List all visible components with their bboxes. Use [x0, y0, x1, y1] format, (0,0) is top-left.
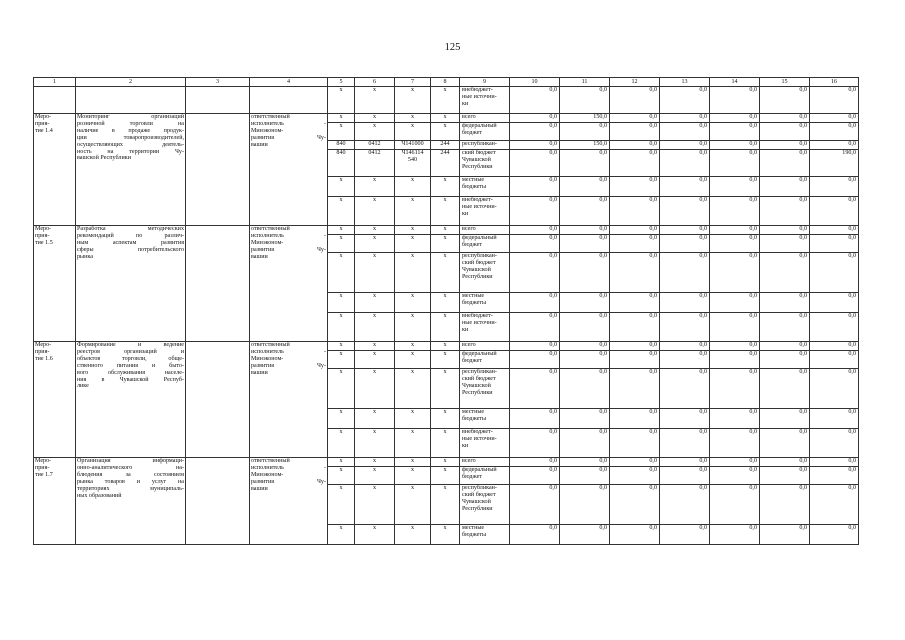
value-cell: 0,0	[810, 197, 859, 226]
budget-code-cell: x	[328, 429, 355, 458]
value-cell: 0,0	[660, 235, 710, 253]
value-cell: 0,0	[610, 141, 660, 150]
value-cell: 0,0	[710, 293, 760, 313]
value-cell: 0,0	[660, 123, 710, 141]
budget-code-cell: 244	[431, 150, 460, 177]
budget-code-cell: x	[395, 87, 431, 114]
value-cell: 0,0	[660, 150, 710, 177]
budget-code-cell: x	[328, 313, 355, 342]
budget-code-cell: 0412	[355, 150, 395, 177]
value-cell: 0,0	[660, 141, 710, 150]
budget-code-cell: x	[355, 235, 395, 253]
header-cell: 4	[250, 78, 328, 87]
value-cell: 0,0	[810, 293, 859, 313]
budget-code-cell: x	[355, 485, 395, 525]
header-row	[34, 78, 859, 87]
value-cell: 0,0	[660, 342, 710, 351]
budget-code-cell: x	[328, 293, 355, 313]
header-cell: 6	[355, 78, 395, 87]
value-cell: 0,0	[660, 458, 710, 467]
budget-code-cell: Ч146114 540	[395, 150, 431, 177]
value-cell: 0,0	[610, 114, 660, 123]
value-cell: 0,0	[810, 467, 859, 485]
header-cell: 14	[710, 78, 760, 87]
budget-code-cell: x	[355, 351, 395, 369]
budget-code-cell: x	[395, 351, 431, 369]
value-cell: 0,0	[710, 123, 760, 141]
value-cell: 0,0	[810, 226, 859, 235]
value-cell: 0,0	[510, 293, 560, 313]
value-cell: 0,0	[710, 141, 760, 150]
funding-source-cell: внебюджет- ные источни- ки	[460, 313, 510, 342]
budget-code-cell: x	[355, 123, 395, 141]
budget-code-cell: x	[328, 467, 355, 485]
value-cell: 0,0	[710, 313, 760, 342]
budget-code-cell: x	[328, 226, 355, 235]
table-row	[34, 458, 859, 467]
value-cell: 0,0	[710, 197, 760, 226]
header-cell: 16	[810, 78, 859, 87]
value-cell: 0,0	[760, 369, 810, 409]
value-cell: 0,0	[610, 226, 660, 235]
funding-source-cell: республикан-	[460, 141, 510, 150]
budget-code-cell: x	[328, 369, 355, 409]
value-cell: 0,0	[660, 351, 710, 369]
value-cell: 0,0	[510, 141, 560, 150]
budget-code-cell: x	[431, 429, 460, 458]
funding-source-cell: всего	[460, 226, 510, 235]
value-cell: 0,0	[810, 342, 859, 351]
budget-code-cell: x	[328, 235, 355, 253]
value-cell: 0,0	[760, 235, 810, 253]
value-cell: 0,0	[810, 525, 859, 545]
value-cell: 0,0	[610, 293, 660, 313]
value-cell: 0,0	[560, 369, 610, 409]
value-cell: 0,0	[610, 123, 660, 141]
value-cell: 0,0	[710, 369, 760, 409]
budget-code-cell: x	[431, 253, 460, 293]
budget-code-cell: x	[395, 485, 431, 525]
measure-name-cell: Организация информаци- онно-аналитического на- блюдения за состоянием рынка товаров и услуг на территориях муниципаль- ных образований	[76, 458, 186, 545]
budget-code-cell: x	[328, 197, 355, 226]
value-cell: 0,0	[760, 177, 810, 197]
value-cell: 0,0	[710, 467, 760, 485]
value-cell: 0,0	[560, 177, 610, 197]
header-cell: 10	[510, 78, 560, 87]
value-cell: 0,0	[610, 235, 660, 253]
budget-code-cell: x	[431, 458, 460, 467]
value-cell: 0,0	[510, 123, 560, 141]
value-cell: 0,0	[810, 87, 859, 114]
value-cell: 0,0	[710, 150, 760, 177]
budget-code-cell: x	[395, 123, 431, 141]
value-cell: 0,0	[610, 409, 660, 429]
budget-code-cell: x	[431, 369, 460, 409]
value-cell: 0,0	[610, 150, 660, 177]
value-cell: 0,0	[610, 485, 660, 525]
budget-code-cell: x	[395, 197, 431, 226]
value-cell: 0,0	[510, 369, 560, 409]
table-row	[34, 342, 859, 351]
value-cell: 0,0	[610, 313, 660, 342]
value-cell: 0,0	[510, 87, 560, 114]
value-cell: 0,0	[610, 467, 660, 485]
funding-source-cell: местные бюджеты	[460, 177, 510, 197]
measure-name-cell: Мониторинг организаций розничной торговли на наличие в продаже продук- ции товаропроизводителей, осуществляющих деятель- ность на территории Чу- вашской Республики	[76, 114, 186, 226]
budget-code-cell: x	[355, 342, 395, 351]
value-cell: 0,0	[560, 342, 610, 351]
budget-code-cell: x	[355, 467, 395, 485]
value-cell: 0,0	[760, 141, 810, 150]
value-cell: 0,0	[660, 313, 710, 342]
funding-source-cell: федеральный бюджет	[460, 123, 510, 141]
budget-code-cell: x	[355, 114, 395, 123]
budget-code-cell: x	[431, 485, 460, 525]
value-cell: 0,0	[760, 123, 810, 141]
budget-code-cell: x	[355, 197, 395, 226]
value-cell: 0,0	[610, 253, 660, 293]
value-cell: 0,0	[560, 197, 610, 226]
funding-source-cell: внебюджет- ные источни- ки	[460, 197, 510, 226]
budget-table	[33, 77, 859, 545]
executor-cell: ответственный исполнитель - Минэконом- развития Чу- вашии	[250, 114, 328, 226]
value-cell: 0,0	[660, 467, 710, 485]
budget-code-cell: x	[431, 123, 460, 141]
funding-source-cell: федеральный бюджет	[460, 467, 510, 485]
participant-cell	[186, 114, 250, 226]
value-cell: 0,0	[610, 429, 660, 458]
budget-code-cell: x	[431, 313, 460, 342]
budget-code-cell: x	[431, 525, 460, 545]
budget-code-cell: x	[395, 409, 431, 429]
value-cell: 0,0	[560, 409, 610, 429]
measure-label-cell: Меро- прия- тие 1.5	[34, 226, 76, 342]
budget-code-cell: x	[355, 525, 395, 545]
page-number: 125	[444, 42, 461, 53]
budget-code-cell: x	[328, 114, 355, 123]
value-cell: 0,0	[610, 177, 660, 197]
executor-cell: ответственный исполнитель - Минэконом- развития Чу- вашии	[250, 458, 328, 545]
value-cell: 0,0	[810, 177, 859, 197]
budget-code-cell: x	[395, 177, 431, 197]
budget-code-cell: x	[431, 293, 460, 313]
budget-code-cell: x	[395, 313, 431, 342]
funding-source-cell: местные бюджеты	[460, 293, 510, 313]
funding-source-cell: ский бюджет Чувашской Республики	[460, 150, 510, 177]
value-cell: 0,0	[510, 313, 560, 342]
header-cell: 5	[328, 78, 355, 87]
budget-code-cell: x	[328, 177, 355, 197]
budget-code-cell: x	[431, 197, 460, 226]
participant-cell	[186, 458, 250, 545]
budget-code-cell: x	[431, 87, 460, 114]
measure-name-cell: Формирование и ведение реестров организаций и объектов торговли, обще- ственного питания и быто- вого обслуживания населе- ния в Чувашской Респуб- лике	[76, 342, 186, 458]
budget-code-cell: x	[431, 114, 460, 123]
value-cell: 0,0	[760, 293, 810, 313]
value-cell: 0,0	[660, 87, 710, 114]
header-cell: 11	[560, 78, 610, 87]
value-cell: 0,0	[510, 467, 560, 485]
funding-source-cell: всего	[460, 342, 510, 351]
value-cell: 0,0	[760, 342, 810, 351]
value-cell: 0,0	[560, 467, 610, 485]
value-cell: 0,0	[610, 458, 660, 467]
budget-code-cell: x	[355, 313, 395, 342]
value-cell: 0,0	[710, 525, 760, 545]
executor-cell: ответственный исполнитель - Минэконом- развития Чу- вашии	[250, 342, 328, 458]
value-cell: 190,0	[810, 150, 859, 177]
header-cell: 1	[34, 78, 76, 87]
empty-cell	[250, 87, 328, 114]
funding-source-cell: республикан- ский бюджет Чувашской Республики	[460, 369, 510, 409]
value-cell: 0,0	[760, 458, 810, 467]
value-cell: 0,0	[810, 409, 859, 429]
value-cell: 0,0	[760, 87, 810, 114]
budget-code-cell: x	[395, 525, 431, 545]
value-cell: 0,0	[560, 429, 610, 458]
value-cell: 0,0	[810, 253, 859, 293]
budget-code-cell: x	[355, 369, 395, 409]
value-cell: 0,0	[560, 150, 610, 177]
value-cell: 0,0	[710, 458, 760, 467]
value-cell: 0,0	[810, 114, 859, 123]
value-cell: 0,0	[760, 313, 810, 342]
value-cell: 150,0	[560, 141, 610, 150]
value-cell: 0,0	[560, 293, 610, 313]
funding-source-cell: местные бюджеты	[460, 525, 510, 545]
value-cell: 0,0	[660, 253, 710, 293]
header-cell: 7	[395, 78, 431, 87]
value-cell: 0,0	[560, 313, 610, 342]
budget-code-cell: x	[355, 293, 395, 313]
measure-label-cell: Меро- прия- тие 1.7	[34, 458, 76, 545]
value-cell: 0,0	[760, 467, 810, 485]
value-cell: 0,0	[710, 177, 760, 197]
value-cell: 0,0	[610, 197, 660, 226]
value-cell: 0,0	[560, 253, 610, 293]
value-cell: 0,0	[510, 114, 560, 123]
budget-code-cell: x	[431, 351, 460, 369]
budget-code-cell: x	[395, 429, 431, 458]
budget-code-cell: Ч141000	[395, 141, 431, 150]
value-cell: 0,0	[510, 429, 560, 458]
value-cell: 0,0	[660, 197, 710, 226]
value-cell: 0,0	[810, 123, 859, 141]
table-row	[34, 226, 859, 235]
value-cell: 0,0	[610, 525, 660, 545]
value-cell: 0,0	[660, 177, 710, 197]
budget-code-cell: x	[431, 235, 460, 253]
value-cell: 0,0	[510, 197, 560, 226]
value-cell: 0,0	[760, 197, 810, 226]
measure-name-cell: Разработка методических рекомендаций по различ- ным аспектам развития сферы потребительского рынка	[76, 226, 186, 342]
budget-code-cell: x	[395, 226, 431, 235]
value-cell: 0,0	[660, 429, 710, 458]
header-cell: 15	[760, 78, 810, 87]
budget-code-cell: x	[328, 525, 355, 545]
value-cell: 0,0	[510, 226, 560, 235]
value-cell: 0,0	[510, 458, 560, 467]
value-cell: 0,0	[660, 525, 710, 545]
value-cell: 0,0	[560, 226, 610, 235]
value-cell: 0,0	[710, 235, 760, 253]
value-cell: 0,0	[560, 235, 610, 253]
value-cell: 0,0	[660, 226, 710, 235]
value-cell: 0,0	[510, 235, 560, 253]
budget-code-cell: x	[328, 409, 355, 429]
value-cell: 0,0	[710, 485, 760, 525]
value-cell: 0,0	[760, 150, 810, 177]
value-cell: 0,0	[660, 293, 710, 313]
value-cell: 0,0	[510, 342, 560, 351]
value-cell: 0,0	[810, 369, 859, 409]
budget-code-cell: x	[395, 293, 431, 313]
empty-cell	[76, 87, 186, 114]
budget-code-cell: x	[395, 235, 431, 253]
value-cell: 0,0	[510, 485, 560, 525]
value-cell: 0,0	[560, 123, 610, 141]
value-cell: 0,0	[760, 351, 810, 369]
header-cell: 9	[460, 78, 510, 87]
value-cell: 0,0	[560, 87, 610, 114]
value-cell: 0,0	[710, 342, 760, 351]
budget-code-cell: x	[395, 253, 431, 293]
value-cell: 0,0	[610, 369, 660, 409]
header-cell: 13	[660, 78, 710, 87]
value-cell: 0,0	[560, 458, 610, 467]
budget-code-cell: x	[395, 342, 431, 351]
measure-label-cell: Меро- прия- тие 1.6	[34, 342, 76, 458]
value-cell: 0,0	[610, 351, 660, 369]
header-cell: 8	[431, 78, 460, 87]
funding-source-cell: федеральный бюджет	[460, 235, 510, 253]
value-cell: 0,0	[810, 141, 859, 150]
budget-code-cell: x	[431, 467, 460, 485]
budget-code-cell: x	[395, 369, 431, 409]
header-cell: 12	[610, 78, 660, 87]
value-cell: 0,0	[660, 114, 710, 123]
value-cell: 0,0	[560, 525, 610, 545]
funding-source-cell: местные бюджеты	[460, 409, 510, 429]
budget-code-cell: x	[355, 409, 395, 429]
value-cell: 0,0	[810, 235, 859, 253]
value-cell: 0,0	[710, 114, 760, 123]
budget-code-cell: x	[431, 177, 460, 197]
value-cell: 0,0	[510, 177, 560, 197]
budget-code-cell: 0412	[355, 141, 395, 150]
value-cell: 0,0	[760, 226, 810, 235]
funding-source-cell: внебюджет- ные источни- ки	[460, 87, 510, 114]
funding-source-cell: внебюджет- ные источни- ки	[460, 429, 510, 458]
value-cell: 0,0	[760, 429, 810, 458]
budget-code-cell: x	[355, 458, 395, 467]
budget-code-cell: x	[355, 429, 395, 458]
funding-source-cell: всего	[460, 458, 510, 467]
budget-code-cell: x	[328, 123, 355, 141]
budget-code-cell: x	[431, 226, 460, 235]
value-cell: 0,0	[760, 253, 810, 293]
value-cell: 0,0	[660, 409, 710, 429]
budget-code-cell: x	[328, 485, 355, 525]
value-cell: 0,0	[610, 342, 660, 351]
value-cell: 0,0	[710, 429, 760, 458]
value-cell: 0,0	[660, 369, 710, 409]
budget-code-cell: x	[328, 87, 355, 114]
value-cell: 0,0	[710, 351, 760, 369]
header-cell: 2	[76, 78, 186, 87]
value-cell: 150,0	[560, 114, 610, 123]
value-cell: 0,0	[660, 485, 710, 525]
budget-code-cell: x	[431, 409, 460, 429]
budget-code-cell: x	[395, 114, 431, 123]
value-cell: 0,0	[510, 525, 560, 545]
budget-code-cell: x	[395, 458, 431, 467]
table-row	[34, 114, 859, 123]
value-cell: 0,0	[810, 458, 859, 467]
header-cell: 3	[186, 78, 250, 87]
budget-code-cell: 840	[328, 150, 355, 177]
value-cell: 0,0	[710, 226, 760, 235]
budget-code-cell: x	[395, 467, 431, 485]
budget-code-cell: 840	[328, 141, 355, 150]
funding-source-cell: республикан- ский бюджет Чувашской Республики	[460, 253, 510, 293]
budget-code-cell: x	[328, 253, 355, 293]
value-cell: 0,0	[710, 253, 760, 293]
budget-code-cell: x	[328, 458, 355, 467]
budget-code-cell: x	[431, 342, 460, 351]
funding-source-cell: федеральный бюджет	[460, 351, 510, 369]
value-cell: 0,0	[760, 409, 810, 429]
funding-source-cell: всего	[460, 114, 510, 123]
value-cell: 0,0	[560, 485, 610, 525]
value-cell: 0,0	[810, 485, 859, 525]
value-cell: 0,0	[710, 87, 760, 114]
budget-code-cell: x	[328, 342, 355, 351]
budget-code-cell: x	[355, 226, 395, 235]
table-row	[34, 87, 859, 114]
budget-code-cell: x	[355, 253, 395, 293]
value-cell: 0,0	[710, 409, 760, 429]
participant-cell	[186, 342, 250, 458]
budget-code-cell: x	[328, 351, 355, 369]
value-cell: 0,0	[760, 485, 810, 525]
value-cell: 0,0	[510, 351, 560, 369]
value-cell: 0,0	[560, 351, 610, 369]
empty-cell	[34, 87, 76, 114]
empty-cell	[186, 87, 250, 114]
value-cell: 0,0	[810, 313, 859, 342]
value-cell: 0,0	[510, 409, 560, 429]
value-cell: 0,0	[810, 351, 859, 369]
value-cell: 0,0	[510, 150, 560, 177]
executor-cell: ответственный исполнитель - Минэконом- развития Чу- вашии	[250, 226, 328, 342]
budget-code-cell: 244	[431, 141, 460, 150]
measure-label-cell: Меро- прия- тие 1.4	[34, 114, 76, 226]
value-cell: 0,0	[810, 429, 859, 458]
value-cell: 0,0	[610, 87, 660, 114]
budget-code-cell: x	[355, 87, 395, 114]
funding-source-cell: республикан- ский бюджет Чувашской Республики	[460, 485, 510, 525]
participant-cell	[186, 226, 250, 342]
budget-code-cell: x	[355, 177, 395, 197]
value-cell: 0,0	[760, 525, 810, 545]
value-cell: 0,0	[760, 114, 810, 123]
value-cell: 0,0	[510, 253, 560, 293]
